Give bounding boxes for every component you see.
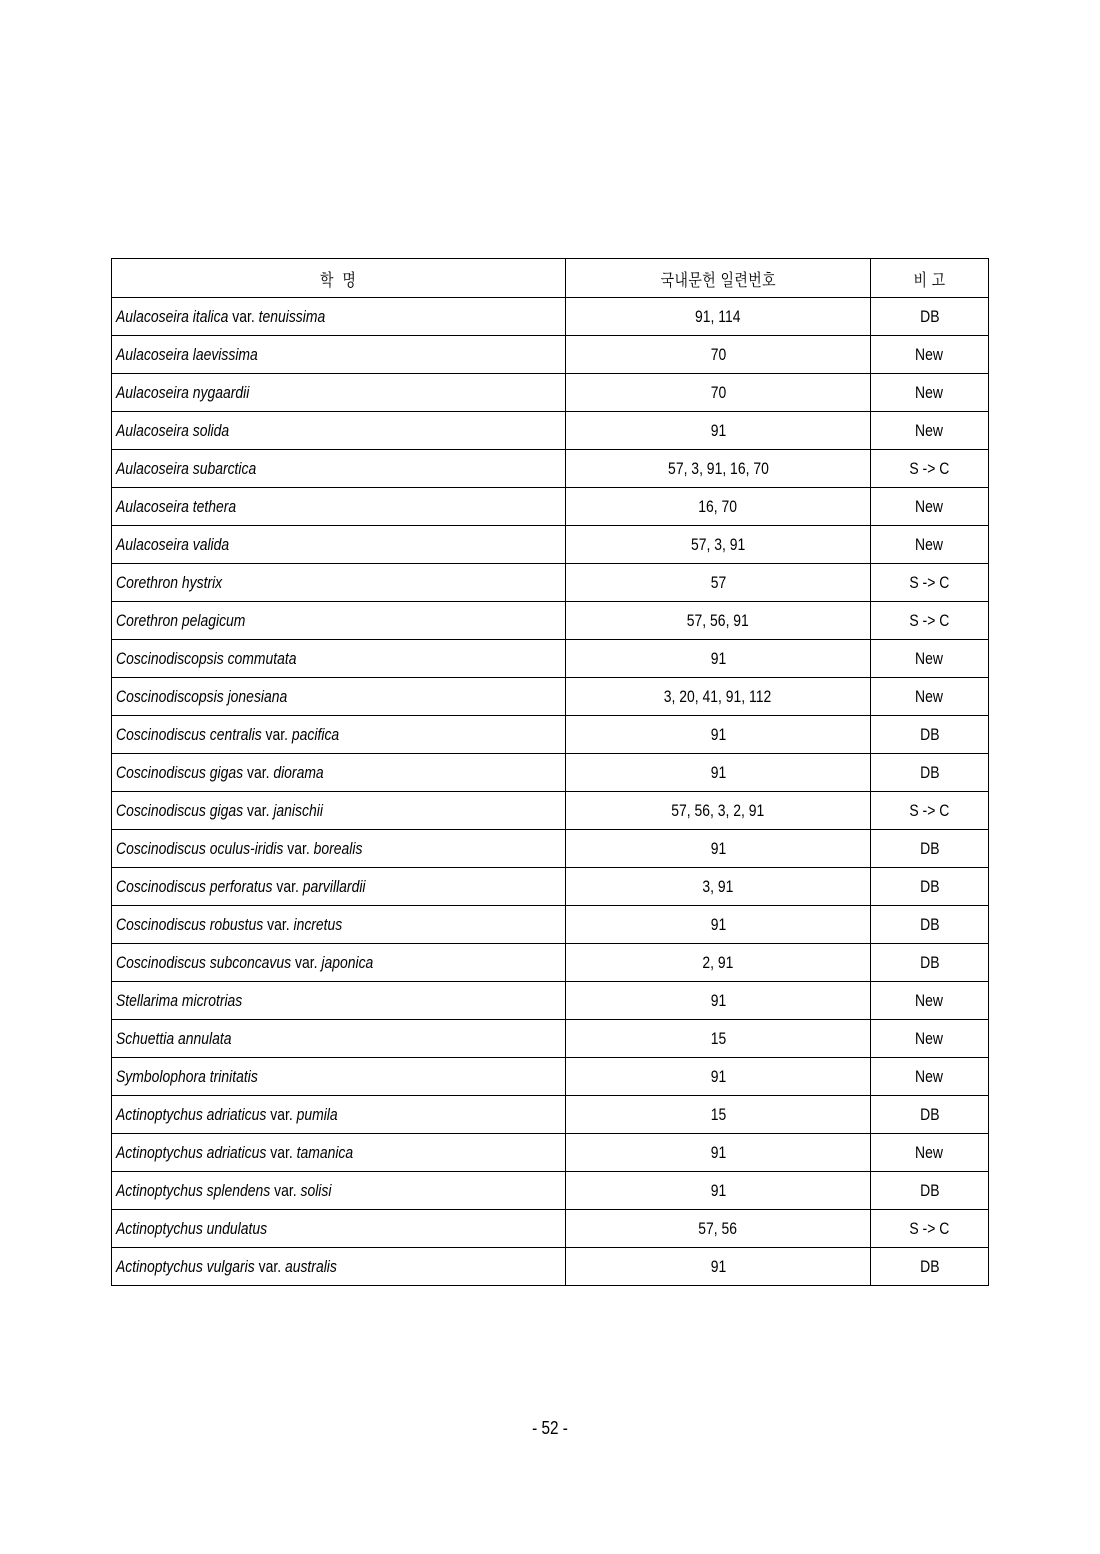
scientific-name-cell — [112, 1210, 566, 1248]
remarks-cell: S -> C — [871, 602, 989, 640]
reference-numbers-cell: 91 — [566, 1248, 871, 1286]
reference-numbers-cell: 57, 56, 91 — [566, 602, 871, 640]
remarks-cell: S -> C — [871, 564, 989, 602]
species-epithet: solida — [192, 420, 230, 440]
genus-name: Coscinodiscus — [116, 952, 206, 972]
table-header-row — [112, 259, 989, 298]
species-epithet: valida — [192, 534, 230, 554]
table-body — [112, 298, 989, 1286]
variety-label: var. — [246, 800, 270, 820]
genus-name: Aulacoseira — [116, 458, 189, 478]
remarks-cell: New — [871, 412, 989, 450]
variety-label: var. — [246, 762, 270, 782]
table-row — [112, 412, 989, 450]
genus-name: Aulacoseira — [116, 306, 189, 326]
variety-epithet: solisi — [300, 1180, 332, 1200]
table-row — [112, 678, 989, 716]
reference-numbers-cell: 91 — [566, 716, 871, 754]
species-epithet: splendens — [206, 1180, 271, 1200]
remarks-cell: New — [871, 1134, 989, 1172]
reference-numbers-cell: 57, 56, 3, 2, 91 — [566, 792, 871, 830]
remarks-cell: New — [871, 640, 989, 678]
table-row — [112, 450, 989, 488]
table-row — [112, 640, 989, 678]
reference-numbers-cell: 91, 114 — [566, 298, 871, 336]
table-row — [112, 1096, 989, 1134]
table-row — [112, 792, 989, 830]
reference-numbers-cell: 57, 3, 91, 16, 70 — [566, 450, 871, 488]
table-row — [112, 374, 989, 412]
scientific-name-cell — [112, 1172, 566, 1210]
variety-epithet: pacifica — [291, 724, 340, 744]
genus-name: Symbolophora — [116, 1066, 206, 1086]
scientific-name-cell — [112, 868, 566, 906]
variety-epithet: tamanica — [296, 1142, 354, 1162]
genus-name: Coscinodiscus — [116, 724, 206, 744]
genus-name: Corethron — [116, 572, 178, 592]
scientific-name-cell — [112, 526, 566, 564]
remarks-cell: New — [871, 1020, 989, 1058]
reference-numbers-cell: 70 — [566, 374, 871, 412]
variety-label: var. — [265, 724, 289, 744]
genus-name: Aulacoseira — [116, 420, 189, 440]
remarks-cell: DB — [871, 1172, 989, 1210]
table-row — [112, 944, 989, 982]
table-row — [112, 1248, 989, 1286]
species-epithet: commutata — [227, 648, 297, 668]
remarks-cell: DB — [871, 868, 989, 906]
variety-label: var. — [270, 1104, 293, 1124]
variety-label: var. — [232, 306, 255, 326]
genus-name: Coscinodiscopsis — [116, 686, 224, 706]
species-epithet: undulatus — [206, 1218, 268, 1238]
table-row — [112, 336, 989, 374]
variety-label: var. — [295, 952, 318, 972]
scientific-name-cell — [112, 716, 566, 754]
variety-epithet: diorama — [273, 762, 324, 782]
scientific-name-cell — [112, 450, 566, 488]
remarks-cell: S -> C — [871, 450, 989, 488]
species-epithet: hystrix — [181, 572, 223, 592]
reference-numbers-cell: 91 — [566, 640, 871, 678]
scientific-name-cell — [112, 1248, 566, 1286]
remarks-cell: New — [871, 526, 989, 564]
scientific-name-cell — [112, 982, 566, 1020]
table-row — [112, 1058, 989, 1096]
species-epithet: nygaardii — [192, 382, 250, 402]
species-epithet: gigas — [209, 800, 244, 820]
variety-epithet: parvillardii — [302, 876, 366, 896]
genus-name: Actinoptychus — [116, 1218, 203, 1238]
header-reference-numbers: 국내문헌 일련번호 — [566, 259, 871, 298]
species-epithet: italica — [192, 306, 229, 326]
genus-name: Corethron — [116, 610, 178, 630]
table-row — [112, 754, 989, 792]
scientific-name-cell — [112, 1134, 566, 1172]
species-epithet: microtrias — [181, 990, 243, 1010]
table-row — [112, 1172, 989, 1210]
reference-numbers-cell: 57 — [566, 564, 871, 602]
reference-numbers-cell: 91 — [566, 982, 871, 1020]
reference-numbers-cell: 3, 20, 41, 91, 112 — [566, 678, 871, 716]
variety-label: var. — [258, 1256, 282, 1276]
genus-name: Coscinodiscus — [116, 876, 206, 896]
reference-numbers-cell: 16, 70 — [566, 488, 871, 526]
species-epithet: subconcavus — [209, 952, 292, 972]
header-remarks: 비 고 — [871, 259, 989, 298]
genus-name: Coscinodiscus — [116, 762, 206, 782]
species-table — [111, 258, 989, 1286]
reference-numbers-cell: 15 — [566, 1020, 871, 1058]
variety-epithet: tenuissima — [258, 306, 326, 326]
reference-numbers-cell: 3, 91 — [566, 868, 871, 906]
reference-numbers-cell: 91 — [566, 1134, 871, 1172]
genus-name: Actinoptychus — [116, 1180, 203, 1200]
species-epithet: oculus-iridis — [209, 838, 284, 858]
genus-name: Actinoptychus — [116, 1256, 203, 1276]
variety-label: var. — [276, 876, 299, 896]
remarks-cell: DB — [871, 830, 989, 868]
table-row — [112, 526, 989, 564]
remarks-cell: New — [871, 336, 989, 374]
scientific-name-cell — [112, 640, 566, 678]
remarks-cell: S -> C — [871, 792, 989, 830]
scientific-name-cell — [112, 412, 566, 450]
scientific-name-cell — [112, 1058, 566, 1096]
species-epithet: vulgaris — [206, 1256, 255, 1276]
scientific-name-cell — [112, 1096, 566, 1134]
species-epithet: pelagicum — [181, 610, 246, 630]
species-epithet: robustus — [209, 914, 264, 934]
reference-numbers-cell: 57, 56 — [566, 1210, 871, 1248]
remarks-cell: New — [871, 982, 989, 1020]
reference-numbers-cell: 15 — [566, 1096, 871, 1134]
scientific-name-cell — [112, 298, 566, 336]
reference-numbers-cell: 2, 91 — [566, 944, 871, 982]
genus-name: Stellarima — [116, 990, 178, 1010]
species-epithet: trinitatis — [209, 1066, 258, 1086]
remarks-cell: DB — [871, 944, 989, 982]
remarks-cell: DB — [871, 298, 989, 336]
remarks-cell: New — [871, 1058, 989, 1096]
table-row — [112, 906, 989, 944]
remarks-cell: DB — [871, 1096, 989, 1134]
scientific-name-cell — [112, 906, 566, 944]
remarks-cell: New — [871, 488, 989, 526]
variety-epithet: japonica — [321, 952, 374, 972]
reference-numbers-cell: 91 — [566, 1058, 871, 1096]
reference-numbers-cell: 70 — [566, 336, 871, 374]
variety-label: var. — [274, 1180, 297, 1200]
table-row — [112, 1020, 989, 1058]
reference-numbers-cell: 57, 3, 91 — [566, 526, 871, 564]
variety-epithet: australis — [284, 1256, 337, 1276]
scientific-name-cell — [112, 564, 566, 602]
scientific-name-cell — [112, 602, 566, 640]
remarks-cell: S -> C — [871, 1210, 989, 1248]
variety-epithet: incretus — [293, 914, 343, 934]
header-scientific-name: 학 명 — [112, 259, 566, 298]
genus-name: Aulacoseira — [116, 382, 189, 402]
variety-epithet: janischii — [273, 800, 323, 820]
reference-numbers-cell: 91 — [566, 754, 871, 792]
variety-label: var. — [267, 914, 290, 934]
reference-numbers-cell: 91 — [566, 1172, 871, 1210]
table-row — [112, 868, 989, 906]
scientific-name-cell — [112, 754, 566, 792]
table-row — [112, 1210, 989, 1248]
remarks-cell: DB — [871, 906, 989, 944]
species-epithet: centralis — [209, 724, 262, 744]
variety-label: var. — [287, 838, 310, 858]
species-epithet: adriaticus — [206, 1104, 267, 1124]
scientific-name-cell — [112, 944, 566, 982]
remarks-cell: DB — [871, 754, 989, 792]
genus-name: Aulacoseira — [116, 344, 189, 364]
table-row — [112, 564, 989, 602]
table-row — [112, 1134, 989, 1172]
genus-name: Actinoptychus — [116, 1142, 203, 1162]
genus-name: Coscinodiscus — [116, 914, 206, 934]
genus-name: Coscinodiscopsis — [116, 648, 224, 668]
reference-numbers-cell: 91 — [566, 830, 871, 868]
remarks-cell: New — [871, 374, 989, 412]
page-number: - 52 - — [532, 1418, 568, 1438]
reference-numbers-cell: 91 — [566, 412, 871, 450]
scientific-name-cell — [112, 678, 566, 716]
genus-name: Aulacoseira — [116, 534, 189, 554]
table-row — [112, 830, 989, 868]
scientific-name-cell — [112, 374, 566, 412]
table-row — [112, 982, 989, 1020]
table-row — [112, 602, 989, 640]
species-epithet: annulata — [178, 1028, 232, 1048]
variety-label: var. — [270, 1142, 293, 1162]
remarks-cell: DB — [871, 716, 989, 754]
species-epithet: jonesiana — [227, 686, 288, 706]
scientific-name-cell — [112, 792, 566, 830]
table-row — [112, 716, 989, 754]
remarks-cell: DB — [871, 1248, 989, 1286]
species-epithet: laevissima — [192, 344, 258, 364]
remarks-cell: New — [871, 678, 989, 716]
species-epithet: perforatus — [209, 876, 273, 896]
species-epithet: tethera — [192, 496, 237, 516]
scientific-name-cell — [112, 488, 566, 526]
genus-name: Schuettia — [116, 1028, 175, 1048]
genus-name: Aulacoseira — [116, 496, 189, 516]
scientific-name-cell — [112, 830, 566, 868]
scientific-name-cell — [112, 336, 566, 374]
species-epithet: subarctica — [192, 458, 257, 478]
scientific-name-cell — [112, 1020, 566, 1058]
species-epithet: adriaticus — [206, 1142, 267, 1162]
table-row — [112, 488, 989, 526]
genus-name: Actinoptychus — [116, 1104, 203, 1124]
table-row — [112, 298, 989, 336]
genus-name: Coscinodiscus — [116, 800, 206, 820]
reference-numbers-cell: 91 — [566, 906, 871, 944]
variety-epithet: pumila — [296, 1104, 338, 1124]
species-epithet: gigas — [209, 762, 244, 782]
genus-name: Coscinodiscus — [116, 838, 206, 858]
variety-epithet: borealis — [313, 838, 363, 858]
